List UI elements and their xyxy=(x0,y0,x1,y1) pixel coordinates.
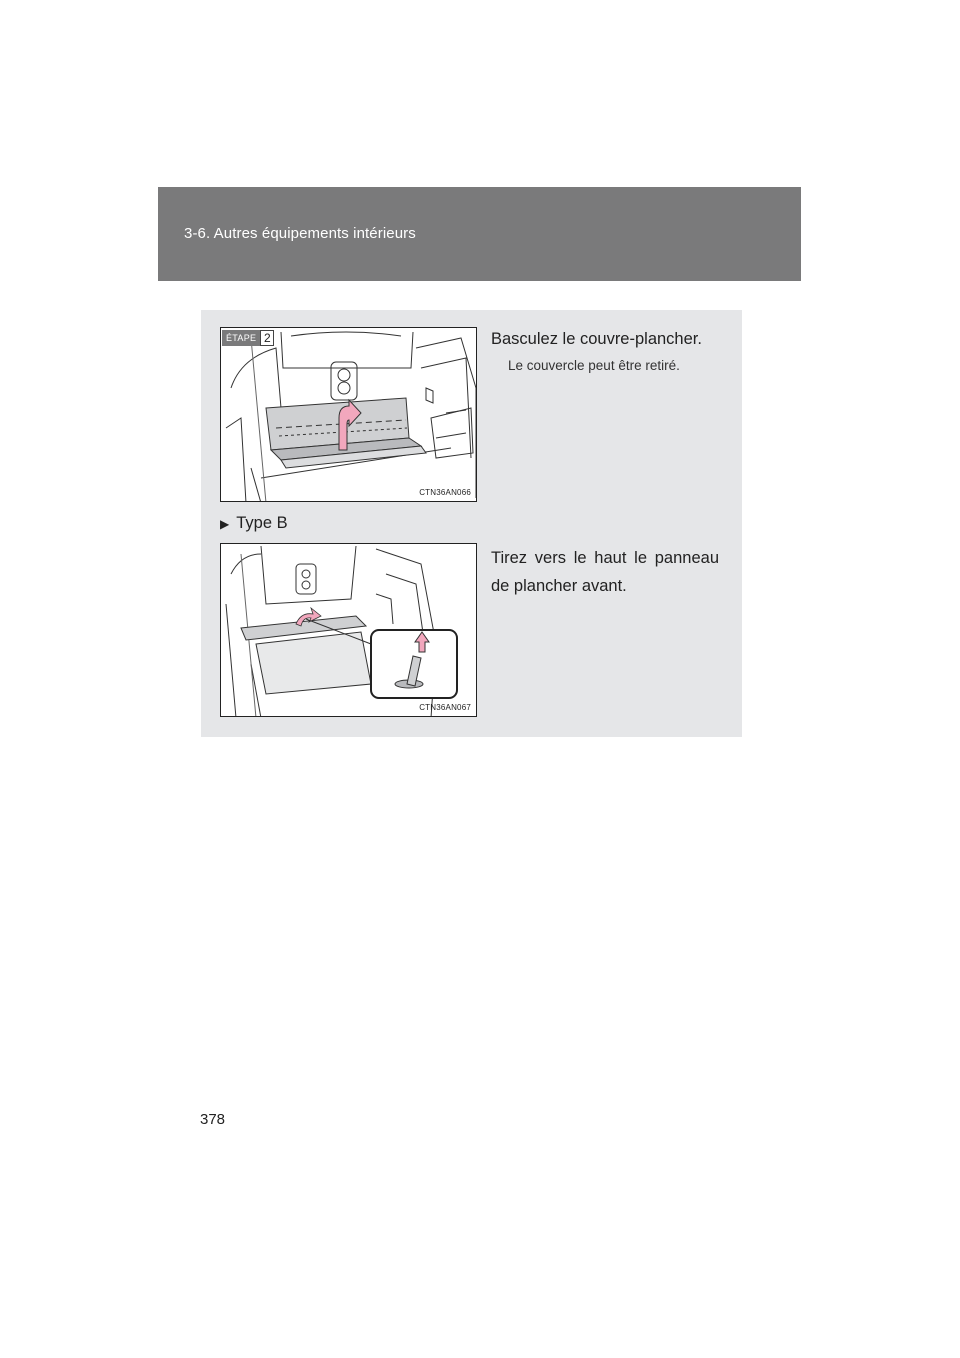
figure-code: CTN36AN067 xyxy=(419,703,471,712)
step-label: ÉTAPE xyxy=(222,330,260,346)
step-badge xyxy=(222,330,274,346)
step-note: Le couvercle peut être retiré. xyxy=(508,358,680,373)
step-instruction: Basculez le couvre-plancher. xyxy=(491,330,702,348)
type-b-heading xyxy=(220,514,288,533)
figure-code: CTN36AN066 xyxy=(419,488,471,497)
type-b-instruction: Tirez vers le haut le panneau de plancher avant. xyxy=(491,549,719,595)
section-title: 3-6. Autres équipements intérieurs xyxy=(184,225,416,242)
section-header-band xyxy=(158,187,801,281)
type-b-label: Type B xyxy=(236,514,288,532)
cargo-floor-cover-illustration xyxy=(220,327,477,502)
floor-panel-drawing xyxy=(221,544,477,717)
page-number: 378 xyxy=(200,1111,226,1128)
triangle-bullet-icon: ▶ xyxy=(220,516,230,531)
step-number: 2 xyxy=(260,330,274,346)
floor-cover-drawing xyxy=(221,328,477,502)
front-floor-panel-illustration xyxy=(220,543,477,717)
